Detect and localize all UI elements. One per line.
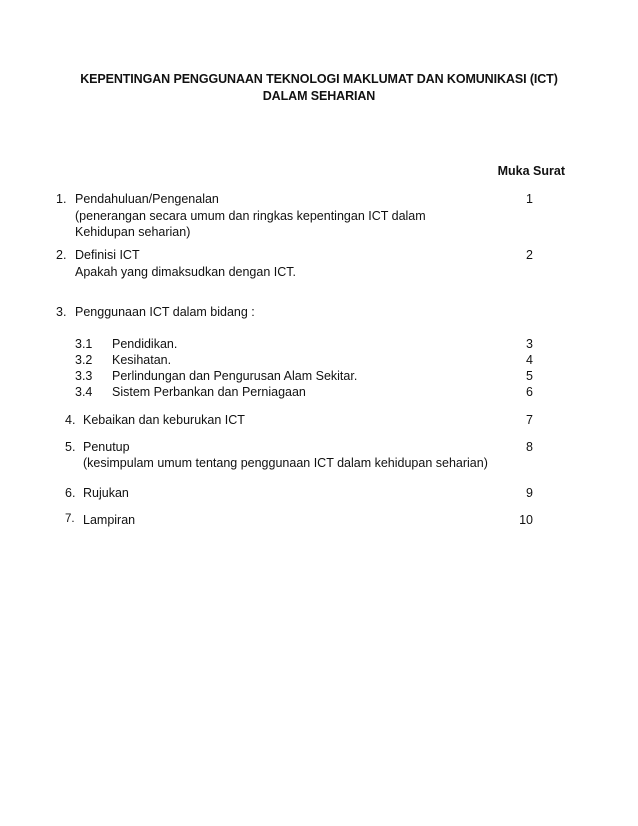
toc-item-4-number: 4. bbox=[65, 413, 76, 427]
toc-item-1-desc-1: (penerangan secara umum dan ringkas kepentingan ICT dalam bbox=[75, 209, 426, 223]
toc-item-2-number: 2. bbox=[56, 248, 67, 262]
toc-subitem-3-1-page: 3 bbox=[526, 337, 533, 351]
toc-item-5-label: Penutup bbox=[83, 440, 130, 454]
toc-subitem-3-2-page: 4 bbox=[526, 353, 533, 367]
toc-item-7-label: Lampiran bbox=[83, 513, 136, 527]
toc-subitem-3-3-number: 3.3 bbox=[75, 369, 93, 383]
toc-item-3-number: 3. bbox=[56, 305, 67, 319]
toc-subitem-3-3-page: 5 bbox=[526, 369, 533, 383]
document-title-line-1: KEPENTINGAN PENGGUNAAN TEKNOLOGI MAKLUMAT DAN KOMUNIKASI (ICT) bbox=[80, 72, 558, 86]
page-column-header: Muka Surat bbox=[497, 164, 565, 178]
toc-item-1-number: 1. bbox=[56, 192, 67, 206]
toc-item-4-page: 7 bbox=[526, 413, 533, 427]
toc-subitem-3-3-label: Perlindungan dan Pengurusan Alam Sekitar. bbox=[112, 369, 358, 383]
toc-item-7-number: 7. bbox=[65, 513, 75, 525]
toc-subitem-3-1-label: Pendidikan. bbox=[112, 337, 178, 351]
toc-item-4-label: Kebaikan dan keburukan ICT bbox=[83, 413, 245, 427]
toc-item-1-desc-2: Kehidupan seharian) bbox=[75, 225, 191, 239]
toc-item-5-desc-1: (kesimpulam umum tentang penggunaan ICT dalam kehidupan seharian) bbox=[83, 456, 488, 470]
toc-subitem-3-4-number: 3.4 bbox=[75, 385, 93, 399]
toc-item-1-page: 1 bbox=[526, 192, 533, 206]
toc-subitem-3-4-page: 6 bbox=[526, 385, 533, 399]
toc-item-2-label: Definisi ICT bbox=[75, 248, 140, 262]
document-title-line-2: DALAM SEHARIAN bbox=[262, 89, 376, 103]
toc-item-6-label: Rujukan bbox=[83, 486, 129, 500]
toc-item-5-number: 5. bbox=[65, 440, 76, 454]
toc-subitem-3-2-label: Kesihatan. bbox=[112, 353, 172, 367]
toc-item-2-page: 2 bbox=[526, 248, 533, 262]
toc-subitem-3-2-number: 3.2 bbox=[75, 353, 93, 367]
toc-item-5-page: 8 bbox=[526, 440, 533, 454]
toc-item-7-page: 10 bbox=[519, 513, 533, 527]
toc-item-1-label: Pendahuluan/Pengenalan bbox=[75, 192, 219, 206]
toc-item-6-page: 9 bbox=[526, 486, 533, 500]
toc-item-2-desc-1: Apakah yang dimaksudkan dengan ICT. bbox=[75, 265, 296, 279]
toc-item-3-label: Penggunaan ICT dalam bidang : bbox=[75, 305, 255, 319]
toc-subitem-3-4-label: Sistem Perbankan dan Perniagaan bbox=[112, 385, 306, 399]
toc-item-6-number: 6. bbox=[65, 486, 76, 500]
toc-subitem-3-1-number: 3.1 bbox=[75, 337, 93, 351]
